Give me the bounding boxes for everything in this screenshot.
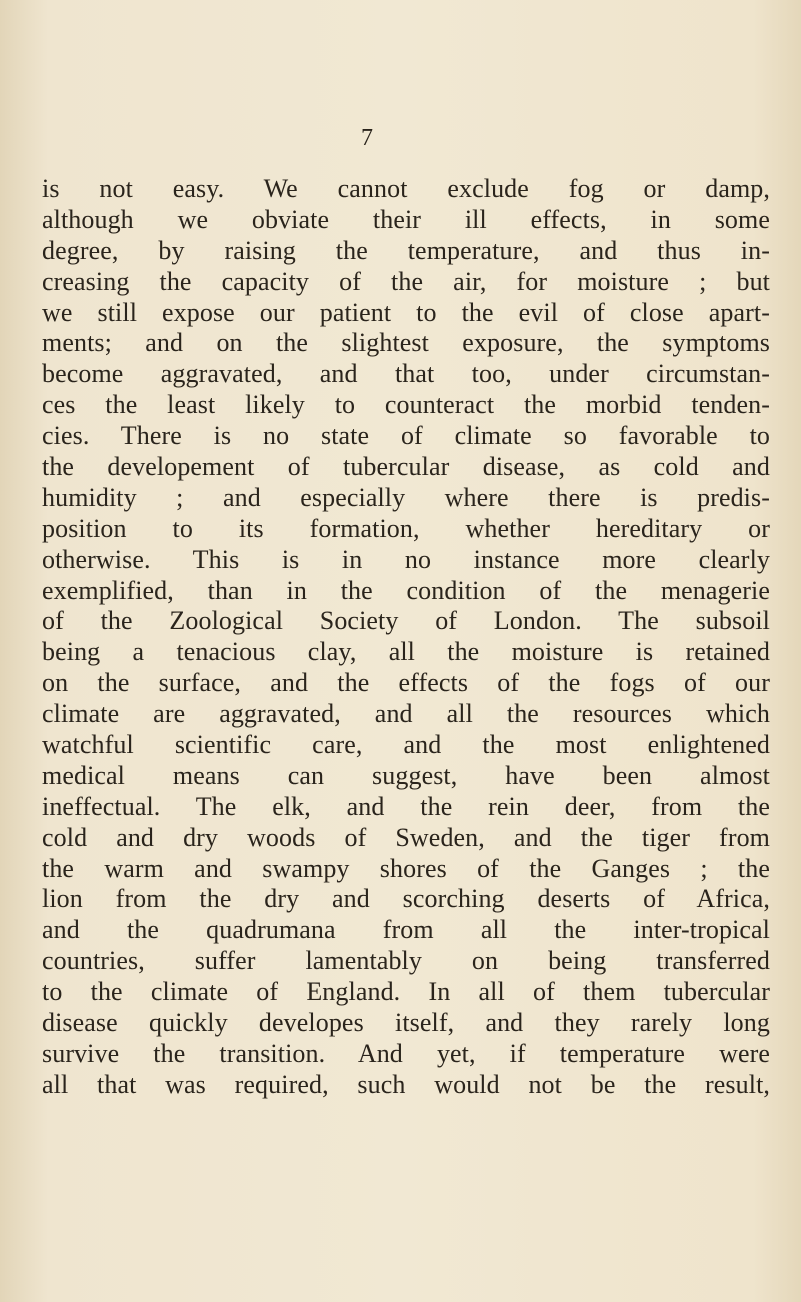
text-line: of the Zoological Society of London. The subsoil — [42, 606, 770, 636]
text-line: cold and dry woods of Sweden, and the tiger from — [42, 822, 770, 852]
text-line: the developement of tubercular disease, as cold and — [42, 452, 770, 482]
text-line: survive the transition. And yet, if temperature were — [42, 1038, 770, 1068]
text-line: otherwise. This is in no instance more clearly — [42, 544, 770, 574]
text-line: climate are aggravated, and all the resources which — [42, 699, 770, 729]
text-line: the warm and swampy shores of the Ganges ; the — [42, 853, 770, 883]
text-line: position to its formation, whether hereditary or — [42, 513, 770, 543]
body-text — [42, 174, 770, 1101]
text-line: all that was required, such would not be the result, — [42, 1069, 770, 1099]
text-line: degree, by raising the temperature, and thus in- — [42, 235, 770, 265]
text-line: ineffectual. The elk, and the rein deer, from the — [42, 791, 770, 821]
text-line: medical means can suggest, have been almost — [42, 760, 770, 790]
text-line: ces the least likely to counteract the morbid tenden- — [42, 390, 770, 420]
text-line: being a tenacious clay, all the moisture is retained — [42, 637, 770, 667]
text-line: on the surface, and the effects of the fogs of our — [42, 668, 770, 698]
text-line: become aggravated, and that too, under circumstan- — [42, 359, 770, 389]
text-line: ments; and on the slightest exposure, the symptoms — [42, 328, 770, 358]
text-line: watchful scientific care, and the most enlightened — [42, 730, 770, 760]
text-line: is not easy. We cannot exclude fog or damp, — [42, 174, 770, 203]
text-line: to the climate of England. In all of them tubercular — [42, 977, 770, 1007]
text-line: and the quadrumana from all the inter-tropical — [42, 915, 770, 945]
text-line: cies. There is no state of climate so favorable to — [42, 421, 770, 451]
text-line: lion from the dry and scorching deserts of Africa, — [42, 884, 770, 914]
text-line: countries, suffer lamentably on being transferred — [42, 946, 770, 976]
page-number: 7 — [361, 125, 373, 151]
text-line: humidity ; and especially where there is predis- — [42, 482, 770, 512]
text-line: disease quickly developes itself, and they rarely long — [42, 1008, 770, 1038]
text-line: we still expose our patient to the evil of close apart- — [42, 297, 770, 327]
text-line: although we obviate their ill effects, in some — [42, 204, 770, 234]
text-line: creasing the capacity of the air, for moisture ; but — [42, 266, 770, 296]
text-line: exemplified, than in the condition of the menagerie — [42, 575, 770, 605]
